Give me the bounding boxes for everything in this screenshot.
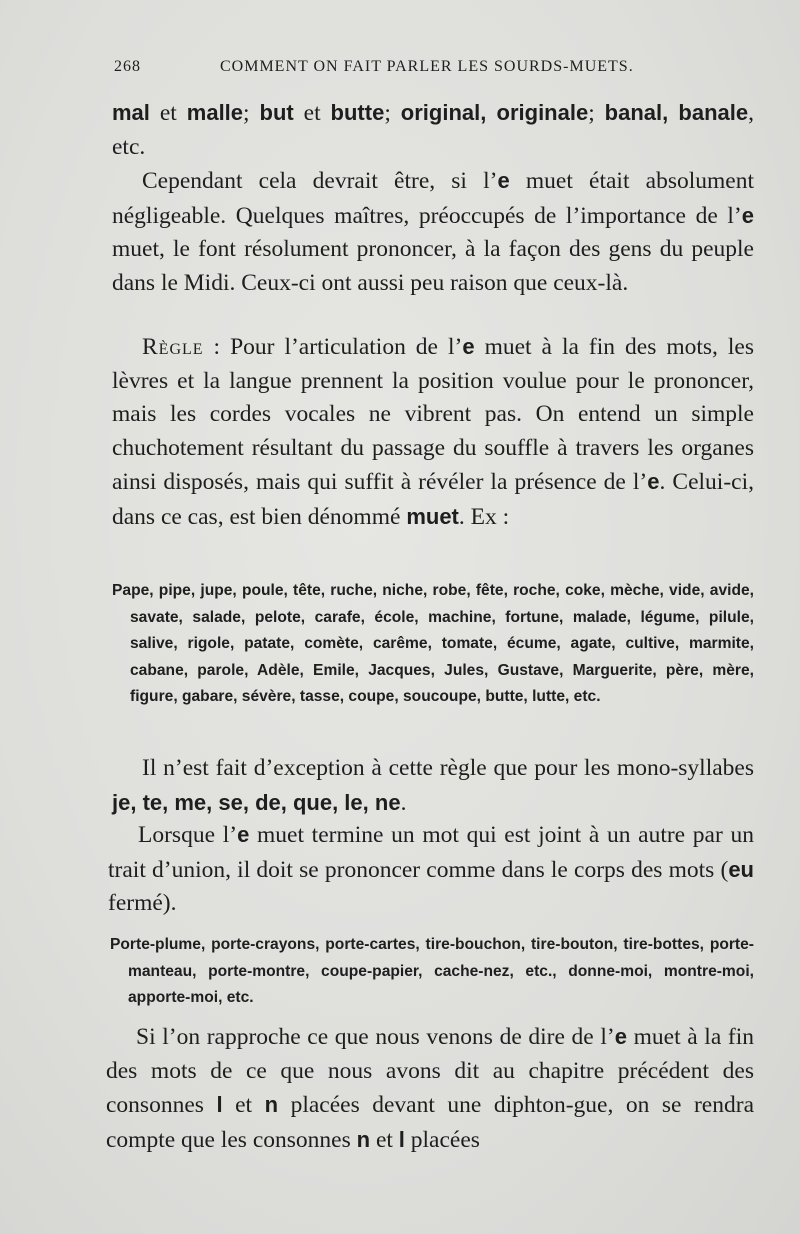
letter-e: e [741, 202, 754, 228]
letter-e: e [614, 1024, 627, 1049]
text: et [222, 1092, 265, 1118]
text: muet à la fin des mots de ce que nous avons dit au chapitre précédent des consonnes [106, 1024, 754, 1118]
text: et [293, 100, 331, 126]
text: : Pour l’articulation de l’ [203, 334, 463, 360]
word-banal: banal, banale [604, 100, 749, 125]
letter-l: l [216, 1092, 223, 1117]
text: Si l’on rapproche ce que nous venons de dire de l’ [136, 1024, 615, 1050]
text: muet était absolument négligeable. Quelques maîtres, préoccupés de l’importance de l’ [112, 168, 754, 229]
text: Il n’est fait d’exception à cette règle que pour les mono-syllabes [142, 755, 754, 781]
text: fermé). [108, 890, 177, 916]
paragraph-continuation [112, 96, 754, 164]
paragraph-rapproche [106, 1020, 754, 1157]
word-malle: malle [186, 100, 244, 125]
examples-text: Pape, pipe, jupe, poule, tête, ruche, niche, robe, fête, roche, coke, mèche, vide, avide, savate, salade, pelote, carafe, école, machine, fortune, malade, légume, pilule, salive, rigole, patate, comète, carême, tomate, écume, agate, cultive, marmite, cabane, parole, Adèle, Emile, Jacques, Jules, Gustave, Marguerite, père, mère, figure, gabare, sévère, tasse, coupe, soucoupe, butte, lutte, etc. [112, 582, 754, 705]
text: placées devant une diphton-gue, on se rendra compte que les consonnes [106, 1092, 754, 1153]
text: ; [243, 100, 260, 126]
page-number: 268 [114, 58, 141, 75]
letters-eu: eu [728, 856, 754, 882]
letter-e: e [647, 469, 660, 494]
examples-list-2 [110, 932, 754, 1012]
text: muet termine un mot qui est joint à un autre par un trait d’union, il doit se prononcer comme dans le corps des mots ( [108, 822, 754, 883]
text: . Ex : [458, 503, 510, 530]
text: ; [384, 100, 401, 126]
word-original: original, originale [400, 100, 589, 125]
text: muet, le font résolument prononcer, à la façon des gens du peuple dans le Midi. Ceux-ci ont aussi peu raison que ceux-là. [112, 236, 754, 296]
letter-l: l [398, 1126, 405, 1152]
monosyllables: je, te, me, se, de, que, le, ne [112, 789, 401, 815]
word-butte: butte [330, 100, 385, 125]
text: Cependant cela devrait être, si l’ [142, 168, 498, 194]
letter-n: n [264, 1092, 279, 1117]
text: . Celui-ci, dans ce cas, est bien dénommé [112, 469, 754, 530]
text: placées [404, 1126, 480, 1153]
text: . [400, 789, 407, 816]
letter-e: e [462, 334, 475, 359]
word-muet: muet [406, 503, 459, 529]
paragraph-trait-union [108, 818, 754, 921]
text: , etc. [112, 100, 754, 160]
letter-e: e [497, 168, 510, 193]
paragraph-exception [112, 752, 754, 820]
running-header [114, 58, 754, 84]
text: et [370, 1126, 399, 1153]
rule-label: Règle [142, 334, 204, 360]
letter-n: n [356, 1126, 371, 1152]
text: Lorsque l’ [138, 822, 238, 848]
paragraph-regle [112, 330, 754, 534]
text: muet à la fin des mots, les lèvres et la langue prennent la position voulue pour le prononcer, mais les cordes vocales ne vibrent pas. On entend un simple chuchotement résultant du passage du souffle à travers les organes ainsi disposés, mais qui suffit à révéler la présence de l’ [112, 334, 755, 495]
paragraph-cependant [112, 164, 754, 300]
letter-e: e [237, 822, 250, 847]
text: et [149, 100, 187, 126]
examples-text: Porte-plume, porte-crayons, porte-cartes, tire-bouchon, tire-bouton, tire-bottes, porte-manteau, porte-montre, coupe-papier, cache-nez, etc., donne-moi, montre-moi, apporte-moi, etc. [110, 936, 754, 1006]
word-but: but [259, 100, 294, 125]
text: ; [588, 100, 605, 126]
running-title: COMMENT ON FAIT PARLER LES SOURDS-MUETS. [220, 58, 634, 75]
examples-list-1 [112, 578, 754, 711]
word-mal: mal [112, 100, 150, 125]
